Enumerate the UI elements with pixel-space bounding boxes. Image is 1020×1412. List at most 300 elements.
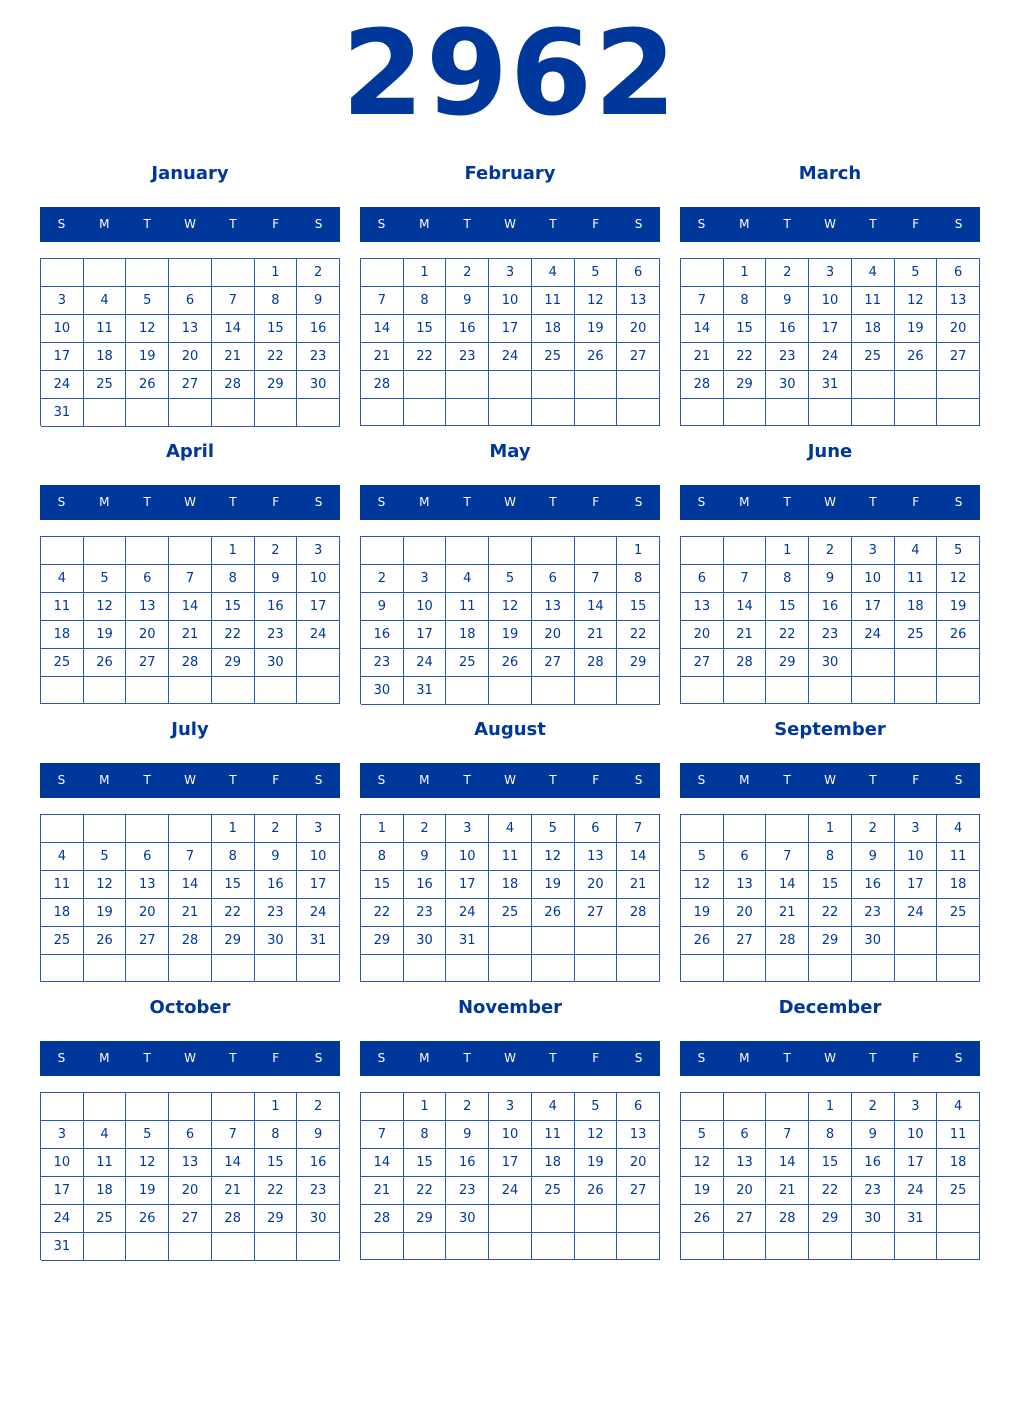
empty-cell	[766, 815, 809, 843]
day-cell: 20	[937, 315, 980, 343]
day-cell: 24	[489, 343, 532, 371]
empty-cell	[126, 1093, 169, 1121]
weekday-label: T	[783, 217, 791, 231]
day-cell: 24	[895, 1177, 938, 1205]
day-cell: 8	[617, 565, 660, 593]
day-cell: 8	[212, 565, 255, 593]
day-cell: 15	[724, 315, 767, 343]
empty-cell	[446, 677, 489, 705]
day-cell: 25	[446, 649, 489, 677]
day-cell: 15	[212, 593, 255, 621]
empty-cell	[41, 1093, 84, 1121]
day-cell: 22	[766, 621, 809, 649]
day-cell: 4	[84, 1121, 127, 1149]
day-cell: 26	[937, 621, 980, 649]
day-cell: 30	[255, 927, 298, 955]
day-cell: 5	[126, 1121, 169, 1149]
weekday-label: S	[954, 773, 963, 787]
day-cell: 18	[937, 871, 980, 899]
weekday-label: F	[592, 217, 600, 231]
day-cell: 23	[809, 621, 852, 649]
weekday-label: S	[697, 1051, 706, 1065]
day-cell: 7	[575, 565, 618, 593]
empty-cell	[852, 1233, 895, 1260]
weekday-label: T	[229, 217, 237, 231]
day-cell: 20	[681, 621, 724, 649]
day-cell: 13	[617, 287, 660, 315]
day-cell: 24	[404, 649, 447, 677]
day-cell: 16	[852, 1149, 895, 1177]
weekday-label: F	[272, 773, 280, 787]
empty-cell	[809, 677, 852, 704]
weekday-label: S	[314, 1051, 323, 1065]
empty-cell	[766, 399, 809, 426]
day-cell: 11	[446, 593, 489, 621]
day-cell: 1	[724, 259, 767, 287]
day-cell: 13	[724, 871, 767, 899]
empty-cell	[84, 399, 127, 427]
day-cell: 6	[681, 565, 724, 593]
day-cell: 27	[575, 899, 618, 927]
day-cell: 17	[41, 1177, 84, 1205]
day-cell: 22	[255, 343, 298, 371]
empty-cell	[809, 399, 852, 426]
empty-cell	[937, 371, 980, 399]
weekday-label: S	[377, 495, 386, 509]
empty-cell	[126, 815, 169, 843]
empty-cell	[724, 955, 767, 982]
day-cell: 5	[681, 1121, 724, 1149]
day-cell: 18	[532, 315, 575, 343]
day-cell: 26	[681, 927, 724, 955]
day-cell: 9	[446, 1121, 489, 1149]
day-cell: 18	[895, 593, 938, 621]
day-cell: 23	[446, 1177, 489, 1205]
empty-cell	[937, 649, 980, 677]
day-cell: 24	[446, 899, 489, 927]
day-cell: 1	[809, 1093, 852, 1121]
empty-cell	[895, 399, 938, 426]
day-cell: 3	[41, 287, 84, 315]
day-cell: 30	[852, 927, 895, 955]
day-cell: 29	[404, 1205, 447, 1233]
day-cell: 14	[724, 593, 767, 621]
day-cell: 29	[255, 1205, 298, 1233]
weekday-label: S	[314, 217, 323, 231]
day-cell: 21	[724, 621, 767, 649]
day-cell: 5	[681, 843, 724, 871]
weekday-label: F	[592, 773, 600, 787]
day-cell: 13	[575, 843, 618, 871]
day-cell: 6	[126, 843, 169, 871]
empty-cell	[361, 537, 404, 565]
day-grid	[680, 258, 980, 426]
empty-cell	[212, 1233, 255, 1261]
weekday-label: S	[954, 1051, 963, 1065]
day-cell: 21	[575, 621, 618, 649]
empty-cell	[126, 399, 169, 427]
day-cell: 7	[212, 287, 255, 315]
month-title: April	[165, 441, 215, 462]
day-cell: 30	[297, 371, 340, 399]
empty-cell	[575, 955, 618, 982]
day-cell: 27	[532, 649, 575, 677]
day-cell: 9	[297, 287, 340, 315]
day-cell: 16	[446, 315, 489, 343]
day-cell: 28	[575, 649, 618, 677]
weekday-label: W	[504, 773, 516, 787]
day-cell: 10	[895, 1121, 938, 1149]
day-cell: 28	[361, 1205, 404, 1233]
weekday-label: S	[697, 495, 706, 509]
weekday-label: F	[592, 1051, 600, 1065]
day-cell: 8	[766, 565, 809, 593]
day-cell: 15	[404, 315, 447, 343]
day-cell: 16	[852, 871, 895, 899]
day-cell: 5	[532, 815, 575, 843]
day-cell: 22	[361, 899, 404, 927]
day-cell: 1	[809, 815, 852, 843]
day-cell: 1	[255, 259, 298, 287]
weekday-header	[360, 485, 660, 520]
day-cell: 30	[404, 927, 447, 955]
day-cell: 4	[84, 287, 127, 315]
day-cell: 9	[809, 565, 852, 593]
day-cell: 21	[212, 343, 255, 371]
empty-cell	[532, 399, 575, 426]
day-cell: 17	[489, 1149, 532, 1177]
day-cell: 26	[126, 371, 169, 399]
day-cell: 23	[404, 899, 447, 927]
empty-cell	[489, 399, 532, 426]
empty-cell	[212, 955, 255, 982]
empty-cell	[297, 399, 340, 427]
weekday-header	[680, 763, 980, 798]
day-cell: 4	[446, 565, 489, 593]
day-cell: 2	[297, 1093, 340, 1121]
weekday-label: T	[869, 217, 877, 231]
empty-cell	[617, 955, 660, 982]
day-cell: 4	[532, 259, 575, 287]
weekday-label: W	[184, 773, 196, 787]
day-cell: 13	[617, 1121, 660, 1149]
weekday-label: F	[912, 773, 920, 787]
day-cell: 12	[126, 315, 169, 343]
empty-cell	[895, 955, 938, 982]
day-cell: 22	[255, 1177, 298, 1205]
day-cell: 20	[724, 899, 767, 927]
day-cell: 1	[361, 815, 404, 843]
empty-cell	[852, 371, 895, 399]
day-cell: 27	[681, 649, 724, 677]
day-cell: 18	[532, 1149, 575, 1177]
day-cell: 26	[84, 649, 127, 677]
empty-cell	[852, 955, 895, 982]
empty-cell	[446, 537, 489, 565]
empty-cell	[169, 399, 212, 427]
weekday-header	[40, 1041, 340, 1076]
empty-cell	[852, 399, 895, 426]
day-cell: 12	[681, 1149, 724, 1177]
day-grid	[360, 258, 660, 426]
day-cell: 15	[617, 593, 660, 621]
day-cell: 15	[809, 871, 852, 899]
month-title: May	[489, 441, 531, 462]
weekday-label: T	[463, 773, 471, 787]
day-cell: 11	[937, 1121, 980, 1149]
empty-cell	[84, 259, 127, 287]
empty-cell	[532, 1233, 575, 1260]
empty-cell	[617, 927, 660, 955]
day-cell: 3	[895, 815, 938, 843]
day-cell: 22	[809, 899, 852, 927]
empty-cell	[575, 1205, 618, 1233]
day-cell: 7	[617, 815, 660, 843]
empty-cell	[212, 1093, 255, 1121]
day-cell: 25	[852, 343, 895, 371]
day-cell: 3	[895, 1093, 938, 1121]
weekday-label: F	[912, 495, 920, 509]
day-cell: 4	[41, 843, 84, 871]
day-grid	[680, 536, 980, 704]
day-cell: 20	[617, 315, 660, 343]
empty-cell	[617, 371, 660, 399]
day-grid	[40, 258, 340, 426]
month-title: October	[149, 997, 231, 1018]
empty-cell	[446, 955, 489, 982]
day-cell: 8	[809, 843, 852, 871]
empty-cell	[617, 677, 660, 705]
day-cell: 8	[255, 1121, 298, 1149]
day-cell: 1	[404, 259, 447, 287]
day-cell: 29	[809, 927, 852, 955]
weekday-label: W	[504, 1051, 516, 1065]
weekday-label: F	[592, 495, 600, 509]
day-grid	[40, 1092, 340, 1260]
weekday-label: T	[783, 1051, 791, 1065]
empty-cell	[724, 815, 767, 843]
day-cell: 24	[809, 343, 852, 371]
day-cell: 4	[937, 815, 980, 843]
empty-cell	[617, 1233, 660, 1260]
day-cell: 19	[575, 315, 618, 343]
weekday-header	[40, 207, 340, 242]
day-cell: 9	[255, 843, 298, 871]
weekday-label: T	[143, 217, 151, 231]
weekday-label: M	[419, 217, 430, 231]
empty-cell	[532, 1205, 575, 1233]
empty-cell	[446, 371, 489, 399]
empty-cell	[41, 537, 84, 565]
day-cell: 6	[169, 1121, 212, 1149]
empty-cell	[489, 1233, 532, 1260]
day-cell: 5	[84, 565, 127, 593]
empty-cell	[766, 1233, 809, 1260]
empty-cell	[489, 927, 532, 955]
empty-cell	[84, 1093, 127, 1121]
day-cell: 12	[84, 871, 127, 899]
empty-cell	[404, 537, 447, 565]
day-cell: 22	[404, 343, 447, 371]
day-cell: 22	[212, 621, 255, 649]
day-cell: 16	[766, 315, 809, 343]
day-cell: 20	[724, 1177, 767, 1205]
empty-cell	[895, 649, 938, 677]
day-cell: 7	[361, 1121, 404, 1149]
weekday-label: T	[869, 1051, 877, 1065]
empty-cell	[297, 649, 340, 677]
day-cell: 23	[446, 343, 489, 371]
day-grid	[360, 536, 660, 704]
weekday-label: W	[504, 217, 516, 231]
day-cell: 28	[724, 649, 767, 677]
empty-cell	[41, 259, 84, 287]
empty-cell	[404, 1233, 447, 1260]
day-cell: 22	[809, 1177, 852, 1205]
day-cell: 25	[41, 927, 84, 955]
weekday-label: S	[954, 217, 963, 231]
weekday-label: M	[99, 1051, 110, 1065]
day-cell: 23	[297, 1177, 340, 1205]
day-cell: 14	[212, 315, 255, 343]
day-cell: 15	[404, 1149, 447, 1177]
day-cell: 6	[126, 565, 169, 593]
empty-cell	[361, 399, 404, 426]
day-cell: 31	[41, 1233, 84, 1261]
day-cell: 16	[809, 593, 852, 621]
day-grid	[40, 814, 340, 982]
empty-cell	[489, 677, 532, 705]
day-cell: 29	[617, 649, 660, 677]
day-cell: 12	[126, 1149, 169, 1177]
day-cell: 5	[489, 565, 532, 593]
weekday-label: W	[184, 1051, 196, 1065]
day-cell: 21	[361, 343, 404, 371]
day-cell: 8	[212, 843, 255, 871]
day-cell: 31	[404, 677, 447, 705]
empty-cell	[41, 955, 84, 982]
day-cell: 6	[617, 1093, 660, 1121]
day-cell: 4	[489, 815, 532, 843]
day-cell: 9	[404, 843, 447, 871]
day-cell: 21	[212, 1177, 255, 1205]
day-cell: 7	[766, 843, 809, 871]
day-cell: 20	[169, 1177, 212, 1205]
day-cell: 28	[766, 927, 809, 955]
weekday-label: T	[143, 495, 151, 509]
empty-cell	[169, 677, 212, 704]
weekday-label: M	[99, 217, 110, 231]
empty-cell	[489, 371, 532, 399]
year-title: 2962	[341, 4, 679, 142]
day-cell: 25	[84, 371, 127, 399]
day-cell: 30	[255, 649, 298, 677]
weekday-label: T	[463, 495, 471, 509]
day-cell: 15	[255, 1149, 298, 1177]
weekday-label: S	[634, 1051, 643, 1065]
day-cell: 14	[361, 1149, 404, 1177]
day-cell: 13	[169, 315, 212, 343]
empty-cell	[937, 927, 980, 955]
weekday-label: S	[697, 217, 706, 231]
day-cell: 11	[41, 593, 84, 621]
weekday-label: M	[99, 495, 110, 509]
day-cell: 12	[532, 843, 575, 871]
day-cell: 23	[255, 899, 298, 927]
weekday-label: T	[143, 773, 151, 787]
day-cell: 25	[937, 1177, 980, 1205]
empty-cell	[404, 371, 447, 399]
weekday-header	[680, 1041, 980, 1076]
empty-cell	[255, 399, 298, 427]
day-cell: 2	[255, 815, 298, 843]
day-cell: 4	[852, 259, 895, 287]
day-cell: 20	[126, 899, 169, 927]
day-cell: 24	[41, 371, 84, 399]
day-cell: 30	[446, 1205, 489, 1233]
day-cell: 10	[446, 843, 489, 871]
day-cell: 29	[255, 371, 298, 399]
weekday-label: T	[869, 773, 877, 787]
day-cell: 11	[84, 315, 127, 343]
weekday-label: F	[272, 1051, 280, 1065]
day-cell: 28	[212, 371, 255, 399]
empty-cell	[126, 537, 169, 565]
empty-cell	[852, 649, 895, 677]
day-cell: 17	[489, 315, 532, 343]
day-cell: 10	[297, 565, 340, 593]
day-cell: 30	[852, 1205, 895, 1233]
day-cell: 27	[724, 1205, 767, 1233]
day-cell: 5	[84, 843, 127, 871]
empty-cell	[126, 259, 169, 287]
day-cell: 7	[169, 565, 212, 593]
day-cell: 2	[852, 1093, 895, 1121]
day-cell: 19	[937, 593, 980, 621]
weekday-label: W	[824, 217, 836, 231]
day-cell: 27	[617, 1177, 660, 1205]
empty-cell	[361, 955, 404, 982]
day-cell: 3	[446, 815, 489, 843]
day-cell: 12	[489, 593, 532, 621]
empty-cell	[575, 1233, 618, 1260]
day-cell: 28	[681, 371, 724, 399]
day-cell: 22	[617, 621, 660, 649]
day-cell: 8	[724, 287, 767, 315]
day-grid	[680, 814, 980, 982]
day-cell: 1	[212, 815, 255, 843]
weekday-label: F	[912, 1051, 920, 1065]
day-cell: 20	[575, 871, 618, 899]
day-cell: 2	[361, 565, 404, 593]
day-cell: 27	[126, 927, 169, 955]
day-cell: 12	[575, 287, 618, 315]
day-cell: 11	[532, 1121, 575, 1149]
day-cell: 4	[937, 1093, 980, 1121]
day-grid	[40, 536, 340, 704]
day-cell: 18	[41, 899, 84, 927]
day-cell: 18	[84, 1177, 127, 1205]
day-cell: 13	[126, 871, 169, 899]
day-grid	[680, 1092, 980, 1260]
day-cell: 28	[617, 899, 660, 927]
day-cell: 3	[404, 565, 447, 593]
day-cell: 28	[766, 1205, 809, 1233]
weekday-label: T	[463, 1051, 471, 1065]
weekday-label: M	[739, 495, 750, 509]
empty-cell	[361, 259, 404, 287]
day-cell: 26	[126, 1205, 169, 1233]
